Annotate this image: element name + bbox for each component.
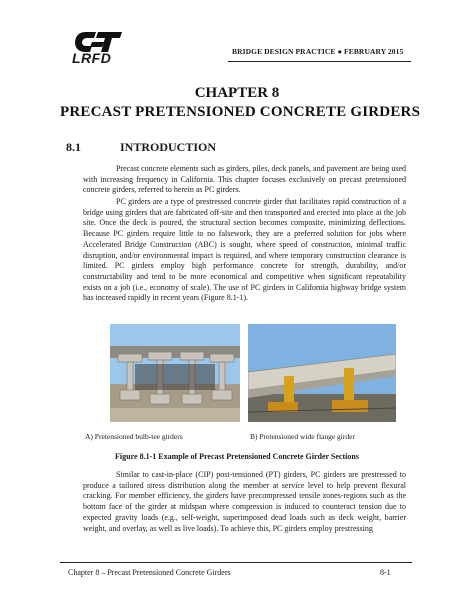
figure-caption-a: A) Pretensioned bulb-tee girders [85,432,183,441]
footer-divider [60,562,412,563]
chapter-number: CHAPTER 8 [194,85,280,101]
figure-title: Figure 8.1-1 Example of Precast Pretensioned Concrete Girder Sections [115,452,359,461]
photo-wide-flange-girder [248,324,396,422]
figure-caption-b: B) Pretensioned wide flange girder [250,432,355,441]
paragraph-prestress: Similar to cast-in-place (CIP) post-tensioned (PT) girders, PC girders are prestressed to produce a tailored stress distribution along the member at service level to help prevent flexural cracking. For member efficiency, the girders have precompressed tensile zones-regions such as the bottom face of the girder at midspan where compression is induced to counteract tension due to expected gravity loads (e.g., self-weight, superimposed dead loads such as deck weight, barrier weight, and overlay, as well as live loads). To achieve this, PC girders employ prestressing [83,470,406,533]
page-number: 8-1 [380,568,391,577]
running-header: BRIDGE DESIGN PRACTICE ● FEBRUARY 2015 [232,47,404,56]
chapter-title: PRECAST PRETENSIONED CONCRETE GIRDERS [60,104,421,120]
photo-bulb-tee-girders [110,324,240,422]
header-divider [228,61,411,62]
logo-text: LRFD [72,50,112,66]
footer-chapter-title: Chapter 8 – Precast Pretensioned Concrete Girders [68,568,231,577]
paragraph-pc-girders: PC girders are a type of prestressed concrete girder that facilitates rapid construction of a bridge using girders that are fabricated off-site and then transported and erected into place at the job site. Once the deck is poured, the structural section becomes composite, minimizing deflections. Because PC girders require little to no falsework, they are a preferred solution for jobs where Accelerated Bridge Construction (ABC) is sought, where speed of construction, minimal traffic disruption, and/or environmental impact is required, and where temporary construction clearance is limited. PC girders employ high performance concrete for strength, durability, and/or constructability and tend to be more economical and competitive when significant repeatability exists on a job (i.e., economy of scale). The use of PC girders in California highway bridge system has increased rapidly in recent years (Figure 8.1-1). [83,197,406,303]
section-title: INTRODUCTION [120,140,217,154]
paragraph-intro: Precast concrete elements such as girders, piles, deck panels, and pavement are being used with increasing frequency in California. This chapter focuses exclusively on precast pretensioned concrete girders, referred to herein as PC girders. [83,164,406,195]
section-number: 8.1 [66,140,81,154]
